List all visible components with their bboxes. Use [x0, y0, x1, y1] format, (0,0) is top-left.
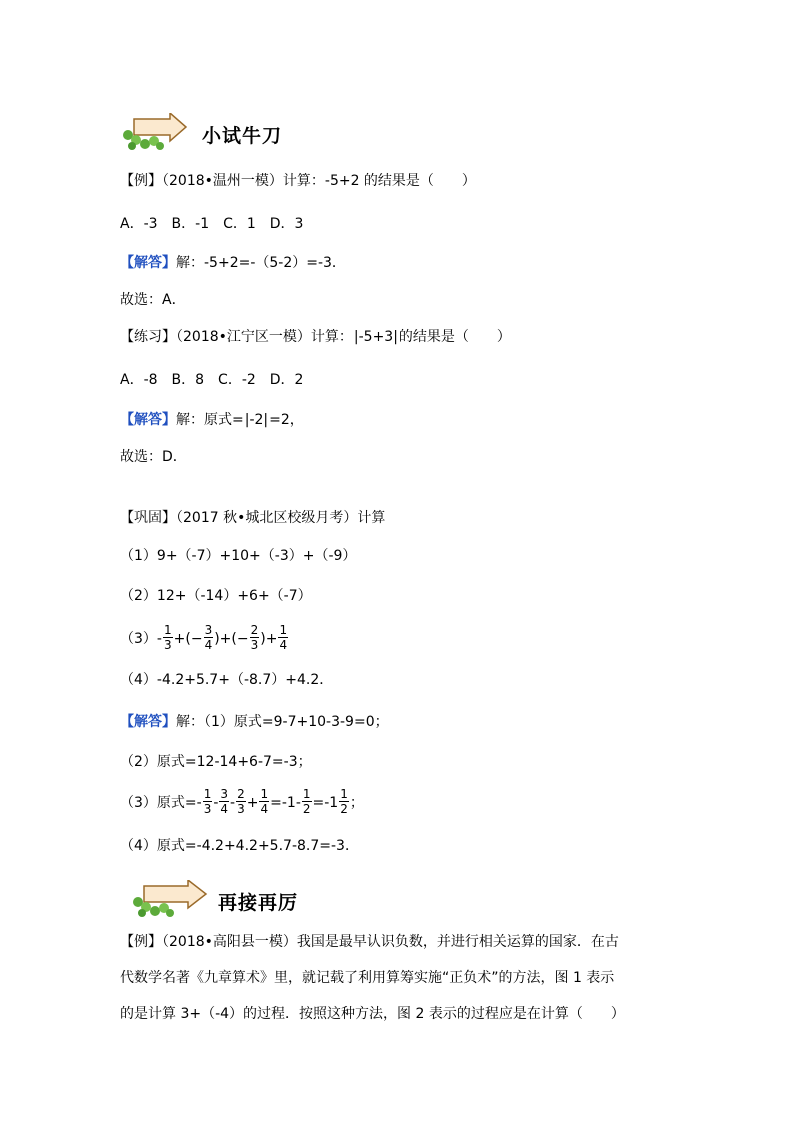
section-header-2 [120, 880, 420, 920]
fraction: $\frac{1}{3}$ [203, 786, 212, 816]
question-line: 代数学名著《九章算术》里，就记载了利用算筹实施“正负术”的方法，图 1 表示 [120, 970, 615, 986]
question-line: 的是计算 3+（-4）的过程．按照这种方法，图 2 表示的过程应是在计算（ ） [120, 1006, 625, 1022]
abs-expression: |-5+3| [353, 329, 398, 345]
tag-answer: 【解答】 [120, 255, 176, 271]
tag-answer: 【解答】 [120, 412, 176, 428]
example-question-2 [120, 932, 619, 952]
sub-question-4: （4）-4.2+5.7+（-8.7）+4.2． [120, 672, 334, 688]
section-title: 再接再厉 [218, 892, 299, 914]
practice-options: A．-8 B．8 C．-2 D．2 [120, 372, 304, 388]
consolidate-question [120, 508, 385, 528]
answer-text-end: =2， [269, 412, 304, 428]
tag-answer: 【解答】 [120, 714, 176, 730]
fraction: $\frac{3}{4}$ [220, 786, 229, 816]
answer-line [120, 712, 389, 732]
tag-example: 【例】 [120, 173, 162, 189]
fraction: $\frac{1}{2}$ [340, 786, 348, 816]
choice-line: 故选：D． [120, 449, 187, 465]
sub-question-1: （1）9+（-7）+10+（-3）+（-9） [120, 548, 357, 564]
example-options: A．-3 B．-1 C．1 D．3 [120, 216, 304, 232]
sub-question-3: （3）- $\frac{1}{3}$ +(− $\frac{3}{4}$ )+(− $\frac{2}{3}$ )+ $\frac{1}{4}$ [120, 622, 288, 652]
fraction: $\frac{3}{4}$ [204, 622, 213, 652]
clover-arrow-icon [130, 880, 212, 920]
solution-2: （2）原式=12-14+6-7=-3； [120, 754, 312, 770]
question-text: （2017 秋•城北区校级月考）计算 [176, 510, 386, 526]
tag-practice: 【练习】 [120, 329, 176, 345]
choice-line: 故选：A． [120, 292, 186, 308]
question-text: （2018•高阳县一模）我国是最早认识负数，并进行相关运算的国家．在古 [162, 934, 619, 950]
tag-example: 【例】 [120, 934, 162, 950]
answer-line [120, 410, 304, 430]
abs-expression: |-2| [244, 412, 269, 428]
clover-arrow-icon [120, 113, 192, 153]
answer-text: 解：（1）原式=9-7+10-3-9=0； [176, 714, 389, 730]
solution-4: （4）原式=-4.2+4.2+5.7-8.7=-3． [120, 838, 359, 854]
example-question [120, 171, 476, 191]
question-text: （2018•温州一模）计算：-5+2 的结果是（ ） [162, 173, 476, 189]
solution-3: （3）原式=- $\frac{1}{3}$ - $\frac{3}{4}$ - $\frac{2}{3}$ + $\frac{1}{4}$ =-1- $\frac{1}{2}$ =-1 $\frac{1}{2}$ ； [120, 786, 364, 816]
section-header-1 [120, 113, 420, 153]
answer-line [120, 253, 346, 273]
answer-text: 解：-5+2=-（5-2）=-3． [176, 255, 346, 271]
tag-consolidate: 【巩固】 [120, 510, 176, 526]
question-text: （2018•江宁区一模）计算： [176, 329, 353, 345]
fraction: $\frac{1}{2}$ [302, 786, 311, 816]
fraction: $\frac{1}{4}$ [279, 622, 288, 652]
fraction: $\frac{2}{3}$ [237, 786, 245, 816]
fraction: $\frac{1}{4}$ [260, 786, 269, 816]
fraction: $\frac{1}{3}$ [163, 622, 172, 652]
fraction: $\frac{2}{3}$ [250, 622, 259, 652]
question-text-end: 的结果是（ ） [398, 329, 511, 345]
answer-text: 解：原式= [176, 412, 244, 428]
sub-question-2: （2）12+（-14）+6+（-7） [120, 588, 312, 604]
section-title: 小试牛刀 [202, 125, 283, 147]
practice-question [120, 327, 511, 347]
